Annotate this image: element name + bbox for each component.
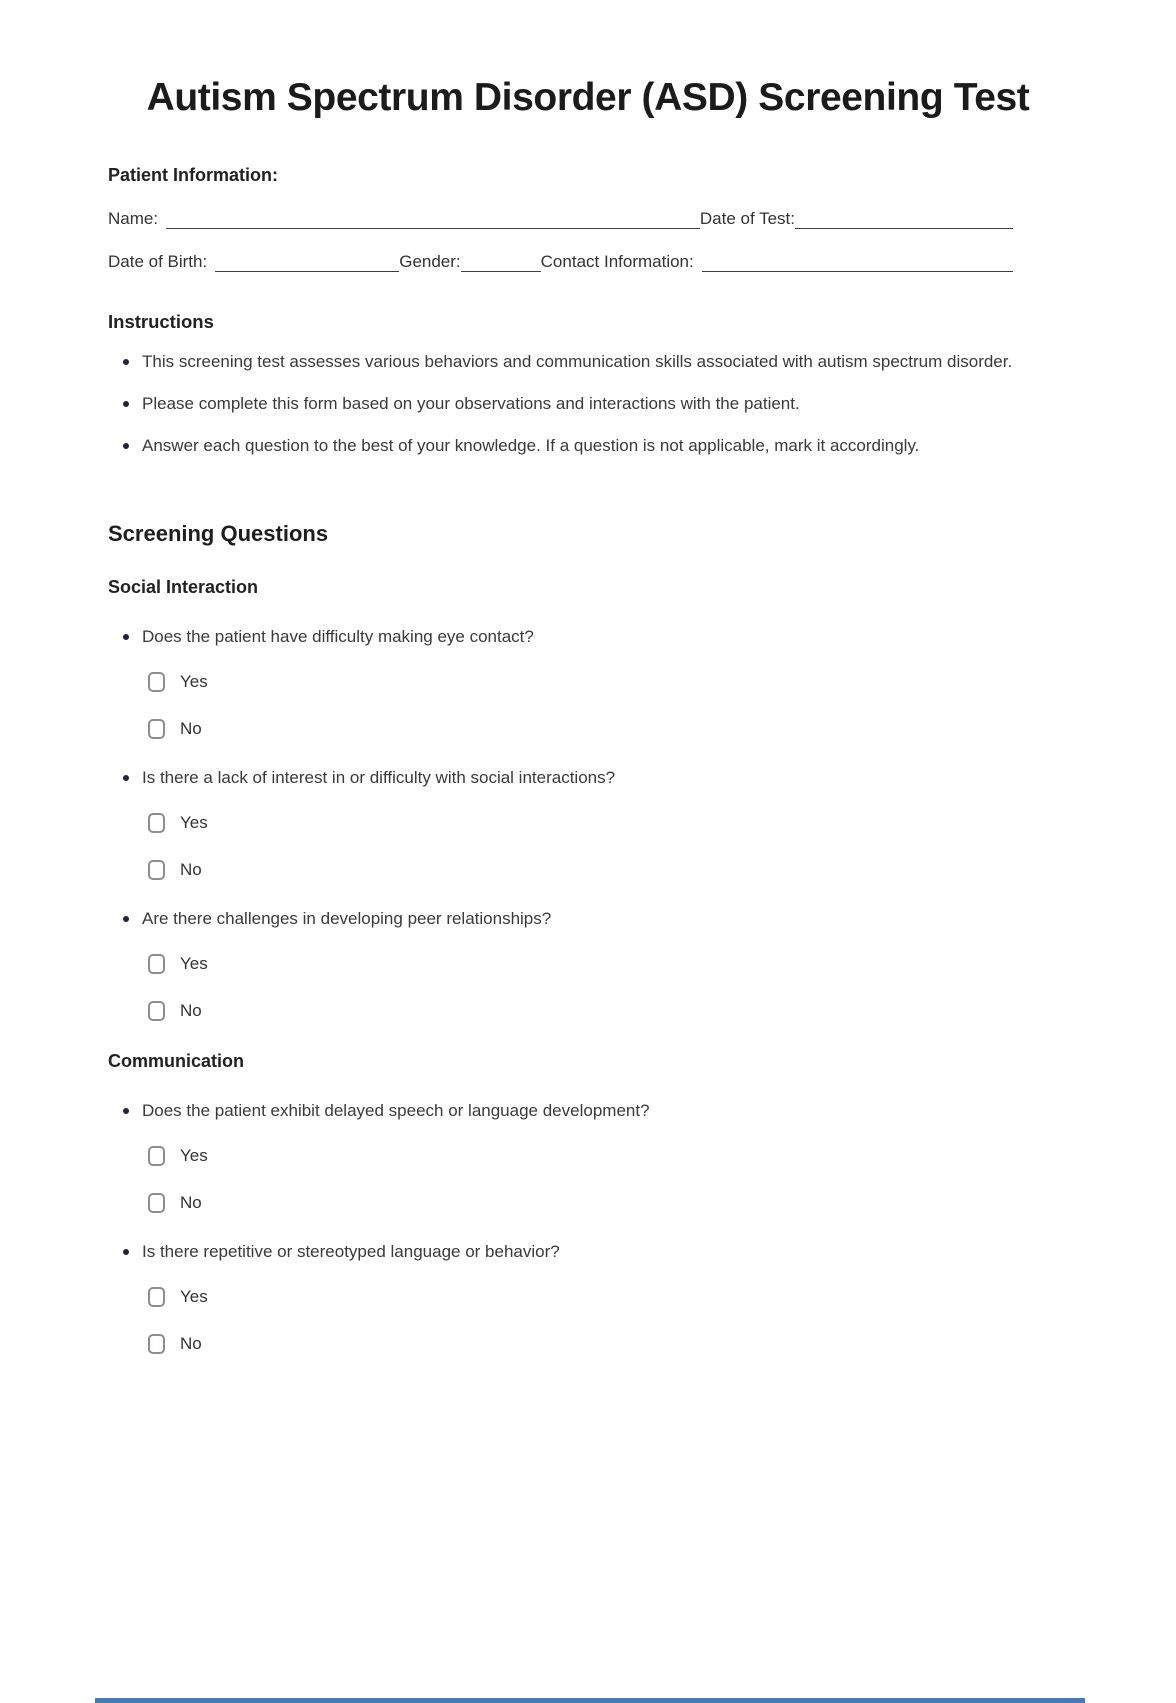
instruction-item [108, 391, 1068, 417]
yes-checkbox[interactable] [148, 672, 165, 692]
question-text: Is there repetitive or stereotyped language or behavior? [142, 1241, 560, 1261]
instructions-heading: Instructions [108, 310, 214, 332]
no-label: No [180, 1192, 202, 1212]
yes-label: Yes [180, 1286, 208, 1306]
bullet-icon [123, 916, 129, 922]
no-label: No [180, 1333, 202, 1353]
yes-checkbox[interactable] [148, 1146, 165, 1166]
question-item [108, 765, 1068, 791]
question-text: Are there challenges in developing peer relationships? [142, 908, 552, 928]
yes-checkbox[interactable] [148, 813, 165, 833]
bullet-icon [123, 443, 129, 449]
option-row-yes [148, 672, 1068, 692]
document-page [0, 73, 1176, 1354]
no-checkbox[interactable] [148, 1193, 165, 1213]
no-checkbox[interactable] [148, 860, 165, 880]
yes-label: Yes [180, 1145, 208, 1165]
question-text: Does the patient have difficulty making eye contact? [142, 626, 534, 646]
question-text: Does the patient exhibit delayed speech or language development? [142, 1100, 650, 1120]
bullet-icon [123, 775, 129, 781]
yes-label: Yes [180, 812, 208, 832]
yes-checkbox[interactable] [148, 1287, 165, 1307]
option-row-no [148, 1193, 1068, 1213]
instruction-text: Answer each question to the best of your knowledge. If a question is not applicable, mark it accordingly. [142, 435, 920, 455]
date-of-birth-label: Date of Birth: [108, 251, 208, 271]
question-item [108, 1239, 1068, 1265]
gender-blank[interactable] [461, 252, 541, 272]
question-item [108, 624, 1068, 650]
option-row-yes [148, 1287, 1068, 1307]
option-row-yes [148, 1146, 1068, 1166]
no-checkbox[interactable] [148, 1001, 165, 1021]
contact-information-blank[interactable] [702, 252, 1013, 272]
question-item [108, 1098, 1068, 1124]
patient-info-line-2 [108, 252, 1013, 272]
instruction-text: Please complete this form based on your observations and interactions with the patient. [142, 393, 800, 413]
gender-label: Gender: [399, 251, 461, 271]
instruction-item [108, 433, 1068, 459]
page-title: Autism Spectrum Disorder (ASD) Screening Test [146, 76, 1030, 119]
yes-checkbox[interactable] [148, 954, 165, 974]
yes-label: Yes [180, 671, 208, 691]
no-label: No [180, 718, 202, 738]
contact-information-label: Contact Information: [540, 251, 694, 271]
bottom-accent-bar [95, 1698, 1085, 1703]
patient-information-heading: Patient Information: [108, 164, 278, 185]
option-row-no [148, 860, 1068, 880]
option-row-yes [148, 813, 1068, 833]
bullet-icon [123, 1249, 129, 1255]
option-row-no [148, 719, 1068, 739]
screening-questions-heading: Screening Questions [108, 520, 329, 546]
yes-label: Yes [180, 953, 208, 973]
patient-info-line-1 [108, 209, 1013, 229]
bullet-icon [123, 359, 129, 365]
name-label: Name: [108, 208, 159, 228]
date-of-test-blank[interactable] [795, 209, 1013, 229]
bullet-icon [123, 1108, 129, 1114]
date-of-birth-blank[interactable] [215, 252, 399, 272]
instruction-text: This screening test assesses various behaviors and communication skills associated with autism spectrum disorder. [142, 351, 1013, 371]
option-row-no [148, 1001, 1068, 1021]
no-label: No [180, 859, 202, 879]
option-row-no [148, 1334, 1068, 1354]
no-checkbox[interactable] [148, 719, 165, 739]
question-item [108, 906, 1068, 932]
name-blank[interactable] [166, 209, 700, 229]
bullet-icon [123, 634, 129, 640]
instruction-item [108, 349, 1068, 375]
section-heading-communication: Communication [108, 1050, 245, 1071]
no-label: No [180, 1000, 202, 1020]
question-text: Is there a lack of interest in or difficulty with social interactions? [142, 767, 616, 787]
section-heading-social-interaction: Social Interaction [108, 576, 259, 597]
option-row-yes [148, 954, 1068, 974]
no-checkbox[interactable] [148, 1334, 165, 1354]
instructions-list [108, 349, 1068, 459]
bullet-icon [123, 401, 129, 407]
date-of-test-label: Date of Test: [699, 208, 795, 228]
